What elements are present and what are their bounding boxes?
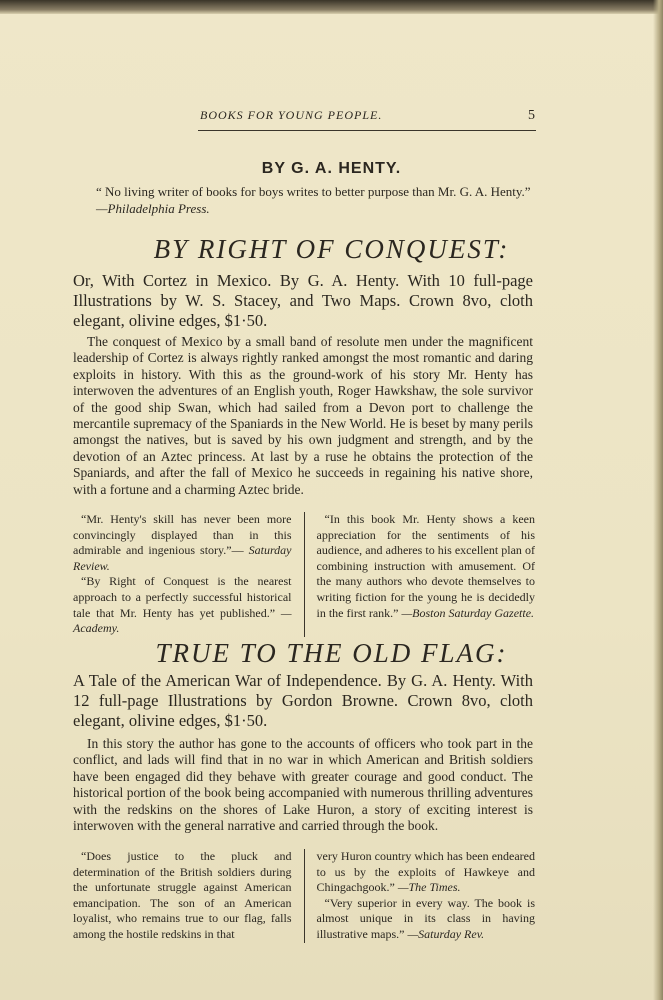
- book2-reviews-right: [305, 849, 536, 943]
- running-header: [200, 108, 536, 124]
- review: [317, 512, 536, 621]
- review-source: —Boston Saturday Gazette.: [401, 605, 535, 620]
- review-text: “Does justice to the pluck and determination of the British soldiers during the unfortunate struggle against American emancipation. The son of an American loyalist, who remains true to our flag, falls among the hostile redskins in that: [73, 849, 292, 941]
- book1-description: Or, With Cortez in Mexico. By G. A. Henty. With 10 full-page Illustrations by W. S. Stacey, and Two Maps. Crown 8vo, cloth elegant, olivine edges, $1·50.: [73, 271, 533, 330]
- book1-reviews-right: [305, 512, 536, 637]
- review: [317, 849, 536, 896]
- book1-body: [73, 334, 533, 498]
- review: [317, 896, 536, 943]
- author-quote-text: “ No living writer of books for boys writes to better purpose than Mr. G. A. Henty.”: [96, 184, 531, 199]
- review: [73, 849, 292, 943]
- page-number: 5: [528, 108, 536, 123]
- review-text: “Very superior in every way. The book is almost unique in its class in having illustrative maps.”: [316, 895, 535, 941]
- author-quote-source: —Philadelphia Press.: [96, 201, 210, 216]
- header-rule: [198, 130, 536, 131]
- review-text: “By Right of Conquest is the nearest approach to a perfectly successful historical tale that Mr. Henty has yet published.”: [73, 574, 292, 620]
- review-source: —The Times.: [397, 880, 461, 895]
- author-quote: [96, 183, 536, 217]
- book1-reviews-left: [73, 512, 305, 637]
- review-source: —Saturday Rev.: [407, 926, 485, 941]
- book1-reviews: [73, 512, 535, 637]
- review-text: “In this book Mr. Henty shows a keen appreciation for the sentiments of his audience, and adheres to his excellent plan of combining instruction with amusement. Of the many authors who devote themselves to writing fiction for the young he is decidedly in the first rank.”: [316, 512, 535, 620]
- book2-body-text: In this story the author has gone to the accounts of officers who took part in the conflict, and lads will find that in no war in which American and British soldiers have been engaged did they behave with greater courage and good conduct. The historical portion of the book being accompanied with numerous thrilling adventures with the redskins on the shores of Lake Huron, a story of exciting interest is interwoven with the general narrative and carried through the book.: [73, 736, 533, 834]
- author-heading: BY G. A. HENTY.: [261, 160, 402, 177]
- review-text: very Huron country which has been endeared to us by the exploits of Hawkeye and Chingachgook.”: [316, 849, 535, 895]
- book1-title: BY RIGHT OF CONQUEST:: [153, 234, 510, 264]
- review-source: Saturday Review.: [73, 543, 292, 573]
- book1-body-text: The conquest of Mexico by a small band of resolute men under the magnificent leadership of Cortez is always rightly ranked amongst the most romantic and daring exploits in history. With this as the ground-work of his story Mr. Henty has interwoven the adventures of an English youth, Roger Hawkshaw, the sole survivor of the good ship Swan, which had sailed from a Devon port to challenge the mercantile supremacy of the Spaniards in the New World. He is beset by many perils amongst the natives, but is saved by his own judgment and strength, and by the devotion of an Aztec princess. At last by a ruse he obtains the protection of the Spaniards, and after the fall of Mexico he succeeds in regaining his native shore, with a fortune and a charming Aztec bride.: [73, 334, 533, 497]
- page-top-shadow: [0, 0, 663, 14]
- review: [73, 574, 292, 636]
- review-text: “Mr. Henty's skill has never been more convincingly displayed than in this admirable and ingenious story.”—: [73, 512, 292, 558]
- book2-title: TRUE TO THE OLD FLAG:: [155, 638, 508, 668]
- book2-reviews-left: [73, 849, 305, 943]
- book2-reviews: [73, 849, 535, 943]
- page-right-edge: [653, 0, 663, 1000]
- review-source: —Academy.: [73, 605, 292, 636]
- running-header-title: BOOKS FOR YOUNG PEOPLE.: [200, 108, 383, 122]
- book2-body: [73, 736, 533, 834]
- review: [73, 512, 292, 574]
- book2-description: A Tale of the American War of Independence. By G. A. Henty. With 12 full-page Illustrations by Gordon Browne. Crown 8vo, cloth elegant, olivine edges, $1·50.: [73, 671, 533, 730]
